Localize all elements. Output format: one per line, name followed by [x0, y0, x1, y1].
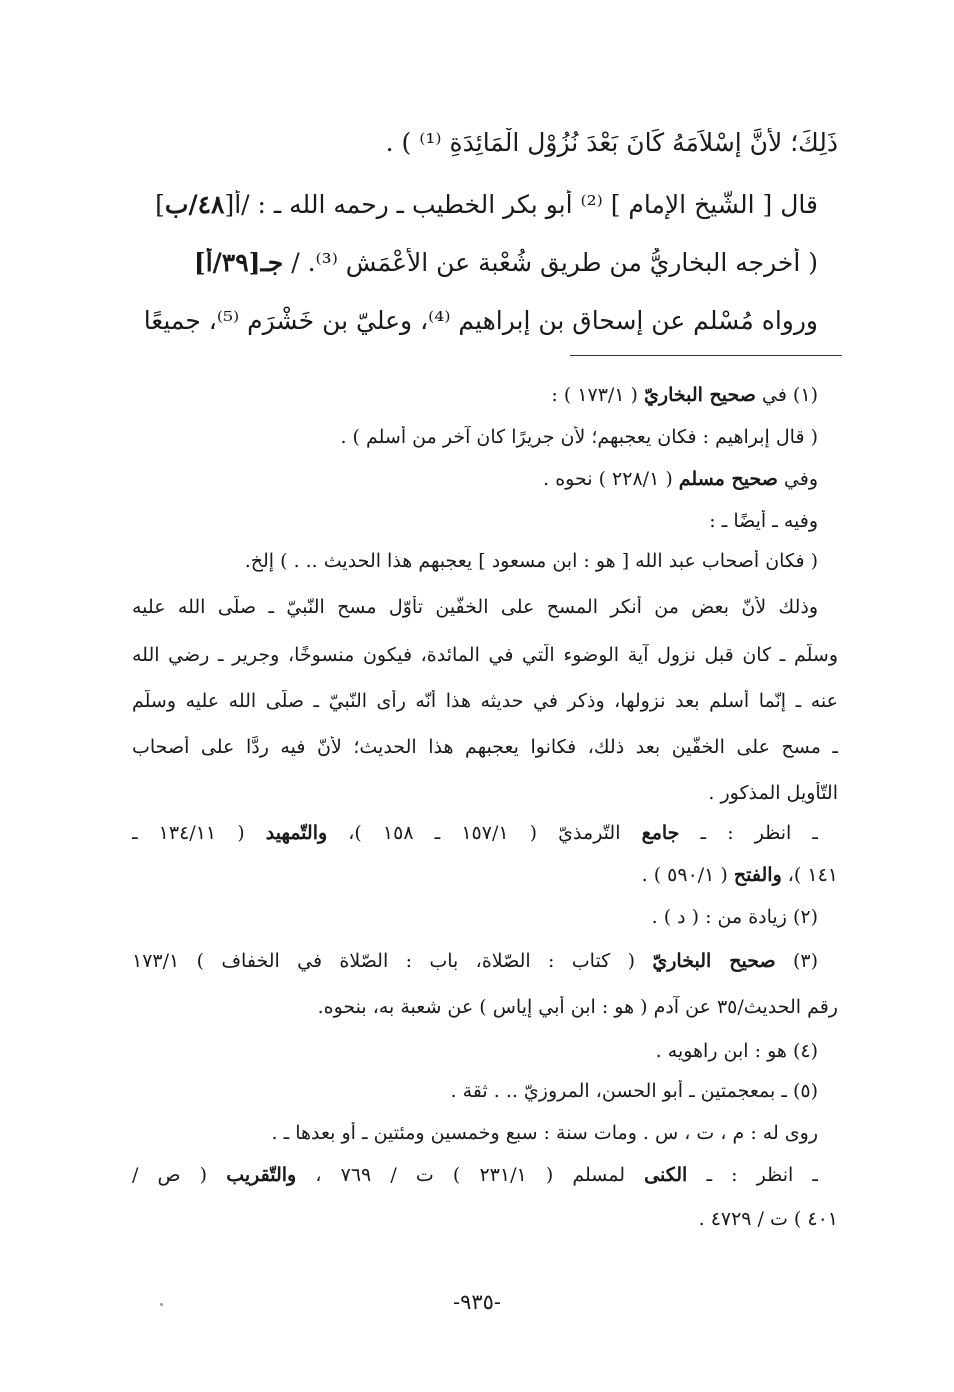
footnote-line: وفيه ـ أيضًا ـ :: [709, 510, 818, 532]
main-text-line-2: قال [ الشّيخ الإمام ] ⁽²⁾ أبو بكر الخطيب ـ رحمه الله ـ : /أ[٤٨/ب]: [155, 190, 818, 219]
footnote-separator: [570, 355, 842, 356]
footnote-line: ـ انظر : ـ الكنى لمسلم ( ٢٣١/١ ) ت / ٧٦٩ ، والتّقريب ( ص /: [132, 1164, 818, 1186]
footnote-line: وفي صحيح مسلم ( ٢٢٨/١ ) نحوه .: [543, 468, 818, 490]
footnote-line: ٤٠١ ) ت / ٤٧٢٩ .: [698, 1208, 838, 1230]
page-number: -٩٣٥-: [452, 1290, 502, 1314]
main-text-line-1: ذَلِكَ؛ لأَنَّ إِسْلاَمَهُ كَانَ بَعْدَ نُزُوْلِ الْمَائِدَةِ ⁽¹⁾ ) .: [385, 128, 838, 157]
footnote-line: رقم الحديث/٣٥ عن آدم ( هو : ابن أبي إياس ) عن شعبة به، بنحوه.: [317, 996, 838, 1018]
footnote-line: روى له : م ، ت ، س . ومات سنة : سبع وخمسين ومئتين ـ أو بعدها ـ .: [271, 1122, 818, 1144]
footnote-line: وسلّم ـ كان قبل نزول آية الوضوء الّتي في المائدة، فيكون منسوخًا، وجرير ـ رضي الله: [132, 644, 838, 666]
footnote-line: (٢) زيادة من : ( د ) .: [651, 906, 818, 928]
footnote-line: ١٤١ )، والفتح ( ٥٩٠/١ ) .: [641, 864, 838, 886]
footnote-line: عنه ـ إنّما أسلم بعد نزولها، وذكر في حديثه هذا أنّه رأى النّبيّ ـ صلّى الله عليه وسلّم: [132, 690, 838, 712]
footnote-line: (٣) صحيح البخاريّ ( كتاب : الصّلاة، باب : الصّلاة في الخفاف ) ١٧٣/١: [132, 950, 818, 972]
footnote-line: (٥) ـ بمعجمتين ـ أبو الحسن، المروزيّ .. . ثقة .: [450, 1080, 818, 1102]
footnote-line: ( قال إبراهيم : فكان يعجبهم؛ لأن جريرًا كان آخر من أسلم ) .: [340, 426, 818, 448]
main-text-line-3: ( أخرجه البخاريُّ من طريق شُعْبة عن الأعْمَش ⁽³⁾. / جـ[٣٩/أ]: [193, 248, 818, 277]
footnote-line: (٤) هو : ابن راهويه .: [655, 1040, 818, 1062]
footnote-line: ـ انظر : ـ جامع التّرمذيّ ( ١٥٧/١ ـ ١٥٨ )، والتّمهيد ( ١٣٤/١١ ـ: [132, 822, 818, 844]
footnote-line: ـ مسح على الخفّين بعد ذلك، فكانوا يعجبهم هذا الحديث؛ لأنّ فيه ردًّا على أصحاب: [132, 736, 838, 758]
footnote-line: (١) في صحيح البخاريّ ( ١٧٣/١ ) :: [551, 384, 818, 406]
footnote-line: وذلك لأنّ بعض من أنكر المسح على الخفّين تأوّل مسح النّبيّ ـ صلّى الله عليه: [132, 596, 818, 618]
footnote-line: ( فكان أصحاب عبد الله [ هو : ابن مسعود ] يعجبهم هذا الحديث .. . ) إلخ.: [244, 550, 818, 572]
footnote-line: التّأويل المذكور .: [708, 782, 838, 804]
main-text-line-4: ورواه مُسْلم عن إِسحاق بن إبراهيم ⁽⁴⁾، وعليّ بن خَشْرَم ⁽⁵⁾، جميعًا: [143, 306, 818, 335]
scan-speck: [160, 1303, 163, 1306]
